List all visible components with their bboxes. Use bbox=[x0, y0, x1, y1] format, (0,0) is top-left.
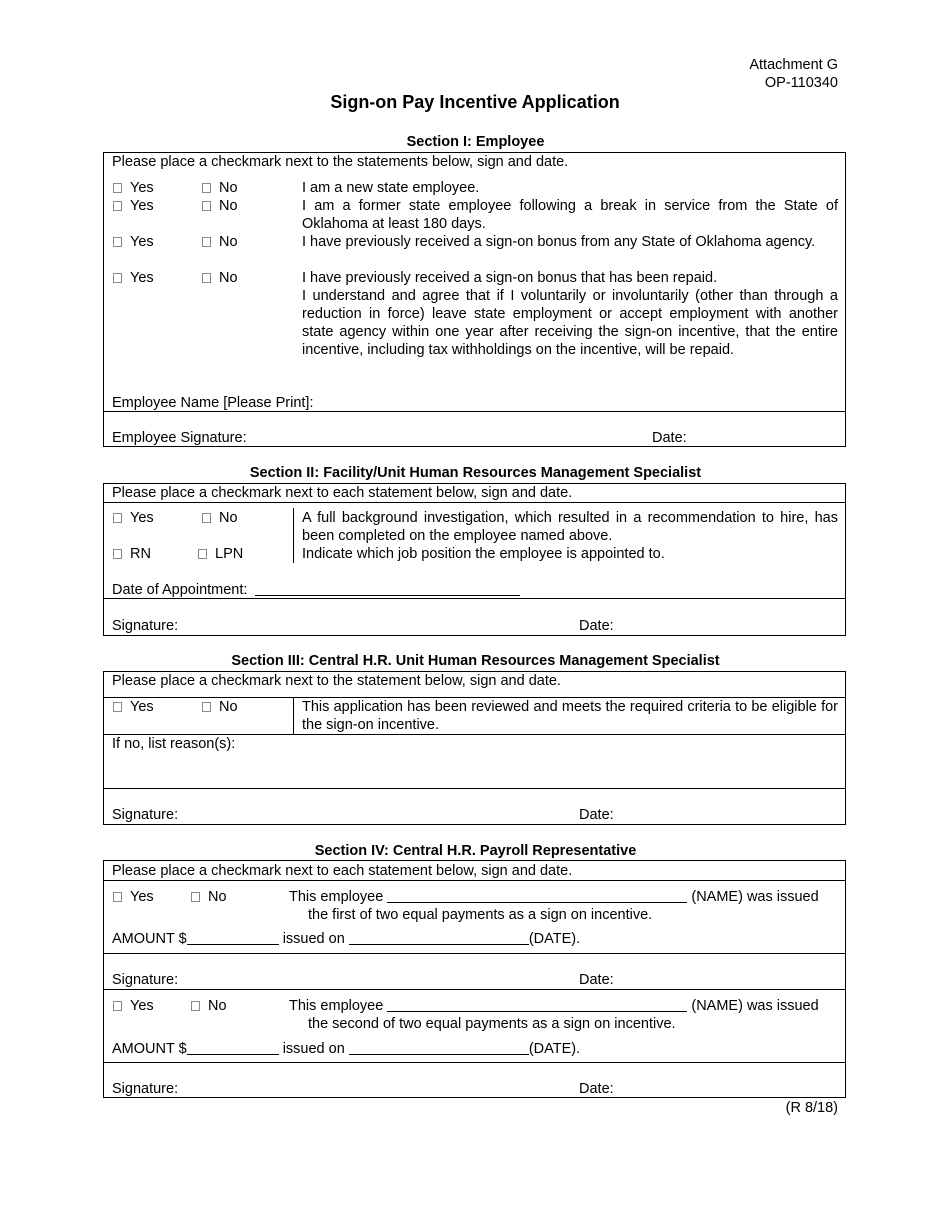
section-3-instruction: Please place a checkmark next to the statement below, sign and date. bbox=[112, 673, 561, 689]
section-4-title: Section IV: Central H.R. Payroll Representative bbox=[314, 843, 637, 859]
s4-p1-description: the first of two equal payments as a sign on incentive. bbox=[308, 907, 653, 923]
checkbox-icon bbox=[198, 549, 207, 559]
s1-row3-no-checkbox[interactable]: No bbox=[202, 233, 238, 251]
checkbox-icon bbox=[113, 513, 122, 523]
s1-row2-yes-checkbox[interactable]: Yes bbox=[113, 197, 154, 215]
s2-statement-background: A full background investigation, which resulted in a recommendation to hire, has been completed on the employee named above. bbox=[302, 510, 838, 544]
checkbox-icon bbox=[202, 273, 211, 283]
reasons-label: If no, list reason(s): bbox=[112, 736, 236, 752]
s1-row1-yes-checkbox[interactable]: Yes bbox=[113, 179, 154, 197]
s4-p2-employee-line: This employee (NAME) was issued bbox=[289, 998, 819, 1014]
s2-date-label: Date: bbox=[579, 618, 614, 634]
attachment-label: Attachment G bbox=[749, 57, 838, 73]
s3-no-checkbox[interactable]: No bbox=[202, 698, 238, 716]
checkbox-icon bbox=[113, 237, 122, 247]
employee-signature-label: Employee Signature: bbox=[112, 430, 247, 446]
checkbox-icon bbox=[113, 892, 122, 902]
section-3-box bbox=[103, 671, 846, 825]
divider bbox=[104, 880, 845, 881]
employee-date-label: Date: bbox=[652, 430, 687, 446]
s3-signature-label: Signature: bbox=[112, 807, 179, 823]
form-number: OP-110340 bbox=[764, 75, 838, 91]
s4-p1-signature-label: Signature: bbox=[112, 972, 179, 988]
divider bbox=[104, 1062, 845, 1063]
divider bbox=[293, 697, 294, 734]
divider bbox=[293, 508, 294, 563]
s4-p2-date-field[interactable] bbox=[349, 1040, 529, 1055]
s3-date-label: Date: bbox=[579, 807, 614, 823]
checkbox-icon bbox=[113, 273, 122, 283]
checkbox-icon bbox=[202, 702, 211, 712]
section-4-instruction: Please place a checkmark next to each statement below, sign and date. bbox=[112, 863, 573, 879]
section-3-title: Section III: Central H.R. Unit Human Resources Management Specialist bbox=[231, 653, 720, 669]
divider bbox=[104, 411, 845, 412]
checkbox-icon bbox=[202, 183, 211, 193]
s1-row1-no-checkbox[interactable]: No bbox=[202, 179, 238, 197]
s4-p2-name-field[interactable] bbox=[387, 997, 687, 1012]
s4-p1-date-field[interactable] bbox=[349, 930, 529, 945]
section-1-box bbox=[103, 152, 846, 447]
s2-no-checkbox[interactable]: No bbox=[202, 509, 238, 527]
divider bbox=[104, 953, 845, 954]
checkbox-icon bbox=[191, 1001, 200, 1011]
s1-row4-yes-checkbox[interactable]: Yes bbox=[113, 269, 154, 287]
s4-p2-date-label: Date: bbox=[579, 1081, 614, 1097]
s1-row2-no-checkbox[interactable]: No bbox=[202, 197, 238, 215]
section-2-instruction: Please place a checkmark next to each statement below, sign and date. bbox=[112, 485, 573, 501]
s4-p1-amount-line: AMOUNT $ issued on (DATE). bbox=[112, 931, 581, 947]
s4-p2-signature-label: Signature: bbox=[112, 1081, 179, 1097]
divider bbox=[104, 598, 845, 599]
s2-yes-checkbox[interactable]: Yes bbox=[113, 509, 154, 527]
date-of-appointment-label: Date of Appointment: bbox=[112, 581, 520, 599]
checkbox-icon bbox=[191, 892, 200, 902]
s4-p1-amount-field[interactable] bbox=[187, 930, 279, 945]
s2-rn-checkbox[interactable]: RN bbox=[113, 545, 151, 563]
checkbox-icon bbox=[202, 237, 211, 247]
s2-statement-position: Indicate which job position the employee is appointed to. bbox=[302, 546, 665, 562]
s4-p1-date-label: Date: bbox=[579, 972, 614, 988]
s1-statement-4: I have previously received a sign-on bonus that has been repaid. bbox=[302, 270, 718, 286]
s4-p1-no-checkbox[interactable]: No bbox=[191, 888, 227, 906]
section-4-box bbox=[103, 860, 846, 1098]
s4-p2-description: the second of two equal payments as a sign on incentive. bbox=[308, 1016, 676, 1032]
revision-label: (R 8/18) bbox=[785, 1100, 838, 1116]
section-1-instruction: Please place a checkmark next to the statements below, sign and date. bbox=[112, 154, 569, 170]
s1-statement-1: I am a new state employee. bbox=[302, 180, 480, 196]
checkbox-icon bbox=[113, 183, 122, 193]
s1-statement-3: I have previously received a sign-on bonus from any State of Oklahoma agency. bbox=[302, 234, 816, 250]
divider bbox=[104, 989, 845, 990]
section-2-box bbox=[103, 483, 846, 636]
s1-statement-2: I am a former state employee following a break in service from the State of Oklahoma at least 180 days. bbox=[302, 198, 838, 232]
checkbox-icon bbox=[202, 513, 211, 523]
date-of-appointment-field[interactable] bbox=[255, 581, 520, 596]
s1-row3-yes-checkbox[interactable]: Yes bbox=[113, 233, 154, 251]
s4-p2-no-checkbox[interactable]: No bbox=[191, 997, 227, 1015]
checkbox-icon bbox=[113, 201, 122, 211]
divider bbox=[104, 502, 845, 503]
section-1-title: Section I: Employee bbox=[406, 134, 545, 150]
s3-statement: This application has been reviewed and meets the required criteria to be eligible for the sign-on incentive. bbox=[302, 699, 838, 733]
s3-yes-checkbox[interactable]: Yes bbox=[113, 698, 154, 716]
section-2-title: Section II: Facility/Unit Human Resources Management Specialist bbox=[249, 465, 702, 481]
s2-signature-label: Signature: bbox=[112, 618, 179, 634]
checkbox-icon bbox=[113, 702, 122, 712]
page-title: Sign-on Pay Incentive Application bbox=[330, 92, 620, 112]
employee-name-label: Employee Name [Please Print]: bbox=[112, 395, 314, 411]
s4-p1-name-field[interactable] bbox=[387, 888, 687, 903]
checkbox-icon bbox=[202, 201, 211, 211]
s4-p2-amount-line: AMOUNT $ issued on (DATE). bbox=[112, 1041, 581, 1057]
s1-agreement: I understand and agree that if I voluntarily or involuntarily (other than through a reduction in force) leave state employment or accept employment with another state agency within one year after receiving the sign-on incentive, that the entire incentive, including tax withholdings on the incentive, will be repaid. bbox=[302, 288, 838, 358]
s4-p2-yes-checkbox[interactable]: Yes bbox=[113, 997, 154, 1015]
checkbox-icon bbox=[113, 549, 122, 559]
checkbox-icon bbox=[113, 1001, 122, 1011]
s2-lpn-checkbox[interactable]: LPN bbox=[198, 545, 243, 563]
s4-p1-yes-checkbox[interactable]: Yes bbox=[113, 888, 154, 906]
divider bbox=[104, 788, 845, 789]
s4-p2-amount-field[interactable] bbox=[187, 1040, 279, 1055]
s4-p1-employee-line: This employee (NAME) was issued bbox=[289, 889, 819, 905]
s1-row4-no-checkbox[interactable]: No bbox=[202, 269, 238, 287]
